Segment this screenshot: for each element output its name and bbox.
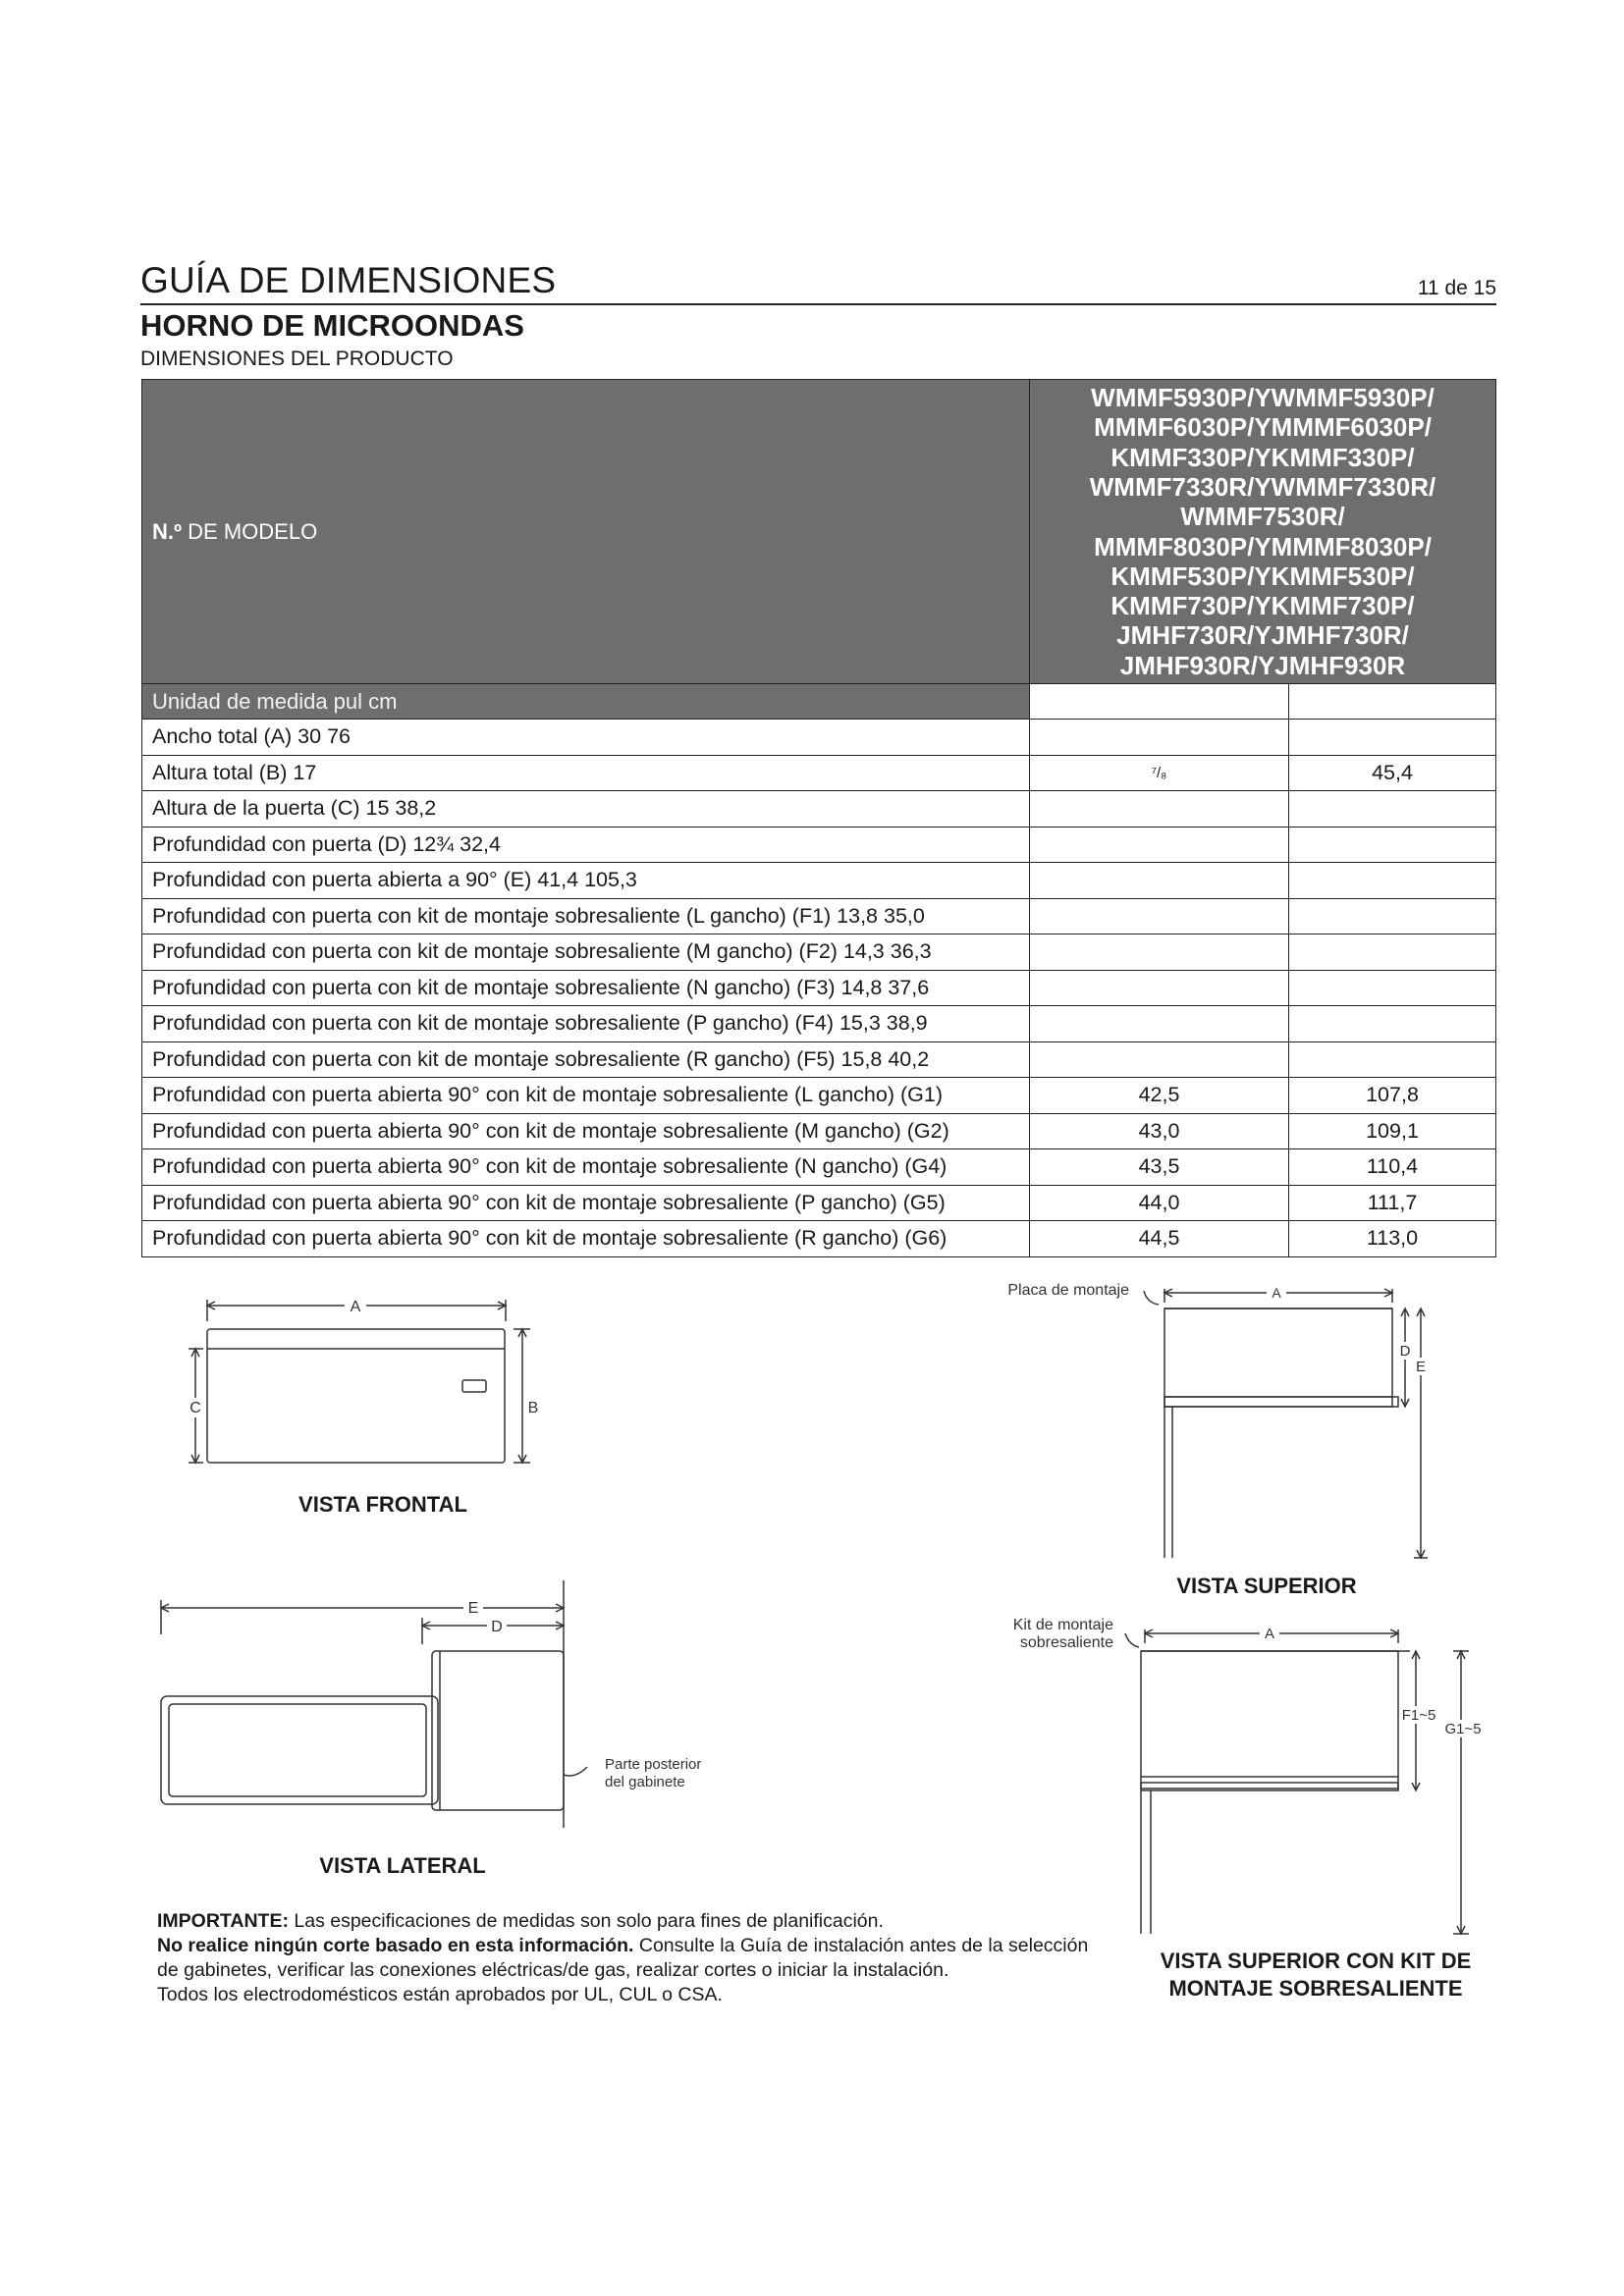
table-row [142,1041,1496,1078]
value-cm [1289,827,1496,863]
value-in [1030,934,1289,971]
kit-label-line1: Kit de montaje [1012,1617,1113,1633]
table-row [142,863,1496,899]
important-line [157,1909,1100,1934]
table-row [142,755,1496,791]
value-in [1030,791,1289,828]
value-cm [1289,863,1496,899]
front-view-diagram [177,1286,550,1482]
value-in [1030,1006,1289,1042]
side-view-caption: VISTA LATERAL [319,1853,486,1878]
top-dimension-d-label: D [1399,1343,1411,1360]
table-row [142,827,1496,863]
page-number: 11 de 15 [1417,277,1496,299]
value-cm [1289,934,1496,971]
top-view-caption: VISTA SUPERIOR [1176,1574,1357,1598]
value-in [1030,898,1289,934]
value-cm [1289,898,1496,934]
table-row [142,934,1496,971]
kit-dimension-a-label: A [1264,1626,1275,1642]
warning-bold: No realice ningún corte basado en esta información. [157,1935,634,1956]
table-row [142,1185,1496,1221]
product-heading: HORNO DE MICROONDAS [140,308,524,343]
value-cm [1289,970,1496,1006]
value-cm: 113,0 [1289,1221,1496,1257]
kit-label-line2: sobresaliente [1019,1634,1113,1651]
dimension-c-label: C [189,1400,201,1416]
model-label-text: DE MODELO [182,518,318,544]
kit-dimension-f-label: F1~5 [1401,1707,1436,1724]
model-line: JMHF930R/YJMHF930R [1119,650,1406,680]
value-in [1030,970,1289,1006]
warning-paragraph [157,1934,1100,1983]
top-dimension-e-label: E [1415,1359,1427,1375]
side-dimension-d-label: D [491,1619,503,1635]
row-label: Altura de la puerta (C) 15 38,2 [142,791,1030,828]
value-in [1030,720,1289,756]
kit-dimension-g-label: G1~5 [1444,1721,1482,1737]
top-dimension-a-label: A [1272,1285,1281,1301]
table-row [142,1149,1496,1186]
table-row [142,898,1496,934]
table-row [142,1221,1496,1257]
value-cm [1289,1041,1496,1078]
value-cm [1289,1006,1496,1042]
side-view-diagram [147,1580,756,1845]
unit-label: Unidad de medida pul cm [142,684,1030,720]
row-label: Ancho total (A) 30 76 [142,720,1030,756]
model-line: WMMF7530R/ [1180,502,1345,532]
value-cm [1289,720,1496,756]
table-row [142,1113,1496,1149]
table-row [142,720,1496,756]
value-cm: 109,1 [1289,1113,1496,1149]
value-in: 42,5 [1030,1078,1289,1114]
model-line: MMMF8030P/YMMMF8030P/ [1094,531,1432,561]
table-row [142,1078,1496,1114]
model-label-bold: N.º [152,518,183,544]
value-in [1030,863,1289,899]
dimension-b-label: B [527,1400,539,1416]
value-in: 43,0 [1030,1113,1289,1149]
model-list [1030,380,1496,684]
row-label: Profundidad con puerta con kit de montaje sobresaliente (R gancho) (F5) 15,8 40,2 [142,1041,1030,1078]
title-divider [140,303,1496,305]
model-number-header [142,380,1030,684]
top-view-diagram [982,1271,1473,1566]
value-cm: 107,8 [1289,1078,1496,1114]
value-in: 44,5 [1030,1221,1289,1257]
row-label: Profundidad con puerta con kit de montaje sobresaliente (L gancho) (F1) 13,8 35,0 [142,898,1030,934]
model-line: MMMF6030P/YMMMF6030P/ [1094,412,1432,443]
top-view-kit-caption-line2: MONTAJE SOBRESALIENTE [1168,1976,1463,2001]
row-label: Profundidad con puerta abierta 90° con kit de montaje sobresaliente (R gancho) (G6) [142,1221,1030,1257]
model-line: KMMF530P/YKMMF530P/ [1110,561,1415,591]
top-view-kit-diagram [982,1610,1512,1944]
value-in [1030,827,1289,863]
front-view-caption: VISTA FRONTAL [298,1492,467,1517]
row-label: Profundidad con puerta con kit de montaje sobresaliente (P gancho) (F4) 15,3 38,9 [142,1006,1030,1042]
value-cm: 110,4 [1289,1149,1496,1186]
page-title: GUÍA DE DIMENSIONES [140,260,557,300]
top-view-kit-caption [1129,1948,1502,2002]
unit-row [142,684,1496,720]
mounting-plate-label: Placa de montaje [1007,1282,1129,1299]
model-line: KMMF730P/YKMMF730P/ [1110,591,1415,621]
model-line: JMHF730R/YJMHF730R/ [1116,620,1409,651]
side-dimension-e-label: E [467,1600,479,1617]
cabinet-back-label-line1: Parte posterior [605,1756,702,1773]
warning-text: Consulte la Guía de instalación antes de la selección de gabinetes, verificar las conexiones eléctricas/de gas, realizar cortes o iniciar la instalación. [157,1935,1089,1981]
important-text: Las especificaciones de medidas son solo para fines de planificación. [288,1910,884,1932]
value-cm: 111,7 [1289,1185,1496,1221]
table-row [142,970,1496,1006]
value-in: 43,5 [1030,1149,1289,1186]
row-label: Profundidad con puerta con kit de montaje sobresaliente (M gancho) (F2) 14,3 36,3 [142,934,1030,971]
important-label: IMPORTANTE: [157,1910,289,1932]
row-label: Altura total (B) 17 [142,755,1030,791]
value-in: ⁷/₈ [1030,755,1289,791]
value-cm [1289,791,1496,828]
row-label: Profundidad con puerta (D) 12¾ 32,4 [142,827,1030,863]
row-label: Profundidad con puerta abierta 90° con kit de montaje sobresaliente (P gancho) (G5) [142,1185,1030,1221]
value-cm: 45,4 [1289,755,1496,791]
row-label: Profundidad con puerta abierta a 90° (E) 41,4 105,3 [142,863,1030,899]
approval-text: Todos los electrodomésticos están aprobados por UL, CUL o CSA. [157,1984,723,2005]
value-in [1030,1041,1289,1078]
important-notes [157,1909,1100,2007]
value-in: 44,0 [1030,1185,1289,1221]
top-view-kit-caption-line1: VISTA SUPERIOR CON KIT DE [1160,1949,1472,1973]
row-label: Profundidad con puerta abierta 90° con kit de montaje sobresaliente (M gancho) (G2) [142,1113,1030,1149]
section-label: DIMENSIONES DEL PRODUCTO [140,347,454,370]
dimension-a-label: A [350,1299,361,1315]
model-line: WMMF7330R/YWMMF7330R/ [1089,471,1436,502]
row-label: Profundidad con puerta abierta 90° con kit de montaje sobresaliente (L gancho) (G1) [142,1078,1030,1114]
cabinet-back-label-line2: del gabinete [605,1774,685,1790]
dimensions-table [141,379,1496,1257]
row-label: Profundidad con puerta abierta 90° con kit de montaje sobresaliente (N gancho) (G4) [142,1149,1030,1186]
table-row [142,1006,1496,1042]
model-line: KMMF330P/YKMMF330P/ [1110,442,1415,472]
table-row [142,791,1496,828]
table-header-row [142,380,1496,684]
row-label: Profundidad con puerta con kit de montaje sobresaliente (N gancho) (F3) 14,8 37,6 [142,970,1030,1006]
model-line: WMMF5930P/YWMMF5930P/ [1091,383,1435,413]
